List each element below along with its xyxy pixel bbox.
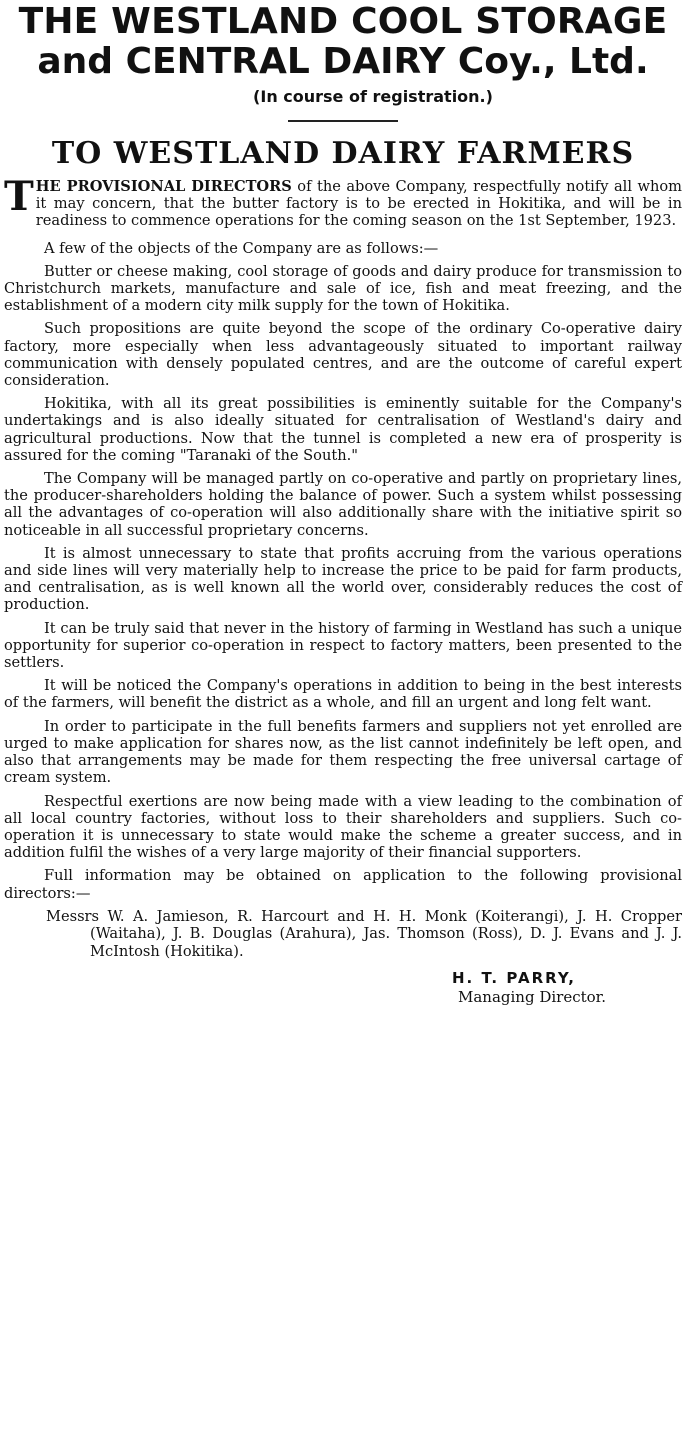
paragraph: Such propositions are quite beyond the scope of the ordinary Co-operative dairy factory, more especially when less advantageously situated to important railway communication with densely populated centres, and are the outcome of careful expert consideration.	[4, 320, 682, 390]
paragraph: In order to participate in the full benefits farmers and suppliers not yet enrolled are urged to make application for shares now, as the list cannot indefinitely be left open, and also that arrangements may be made for them respecting the free universal cartage of cream system.	[4, 717, 682, 787]
objects-intro: A few of the objects of the Company are as follows:—	[44, 239, 439, 257]
paragraph: Butter or cheese making, cool storage of goods and dairy produce for transmission to Christchurch markets, manufacture and sale of ice, fish and meat freezing, and the establishment of a modern city milk supply for the town of Hokitika.	[4, 262, 682, 315]
lead-in: HE PROVISIONAL DIRECTORS	[35, 178, 292, 195]
drop-cap: T	[4, 173, 34, 220]
paragraph: Full information may be obtained on application to the following provisional directors:—	[4, 867, 682, 902]
paragraph: It is almost unnecessary to state that profits accruing from the various operations and side lines will very materially help to increase the price to be paid for farm products, and centralisation, as is well known all the world over, considerably reduces the cost of production.	[4, 544, 682, 614]
paragraph: Hokitika, with all its great possibilities is eminently suitable for the Company's undertakings and is also ideally situated for centralisation of Westland's dairy and agricultural productions. Now that the tunnel is completed a new era of prosperity is assured for the coming "Taranaki of the South."	[4, 395, 682, 464]
signature-block	[452, 969, 682, 1007]
registration-note: (In course of registration.)	[253, 87, 493, 106]
signatory-title: Managing Director.	[458, 987, 606, 1006]
signatory-name: H. T. PARRY,	[452, 968, 576, 987]
paragraph: It will be noticed the Company's operations in addition to being in the best interests of the farmers, will benefit the district as a whole, and fill an urgent and long felt want.	[4, 677, 682, 712]
paragraph: The Company will be managed partly on co-operative and partly on proprietary lines, the producer-shareholders holding the balance of power. Such a system whilst possessing all the advantages of co-operation will also additionally share with the initiative spirit so noticeable in all successful proprietary concerns.	[4, 470, 682, 539]
company-name-line-2: and CENTRAL DAIRY Coy., Ltd.	[37, 41, 649, 82]
paragraph: It can be truly said that never in the history of farming in Westland has such a unique opportunity for superior co-operation in respect to factory matters, been presented to the settlers.	[4, 619, 682, 672]
intro-text: of the above Company, respectfully notify all whom it may concern, that the butter factory is to be erected in Hokitika, and will be in readiness to commence operations for the coming season on the 1st September, 1923.	[35, 178, 682, 230]
headline: TO WESTLAND DAIRY FARMERS	[51, 136, 635, 171]
intro-paragraph	[4, 173, 682, 230]
divider	[288, 120, 398, 122]
company-name-line-1: THE WESTLAND COOL STORAGE	[18, 1, 668, 42]
directors-list: Messrs W. A. Jamieson, R. Harcourt and H. H. Monk (Koiterangi), J. H. Cropper (Waitaha), J. B. Douglas (Arahura), Jas. Thomson (Ross), D. J. Evans and J. J. McIntosh (Hokitika).	[46, 907, 682, 960]
article-body	[4, 173, 682, 902]
paragraph: Respectful exertions are now being made with a view leading to the combination of all local country factories, without loss to their shareholders and suppliers. Such co-operation it is unnecessary to state would make the scheme a greater success, and in addition fulfil the wishes of a very large majority of their financial supporters.	[4, 792, 682, 862]
